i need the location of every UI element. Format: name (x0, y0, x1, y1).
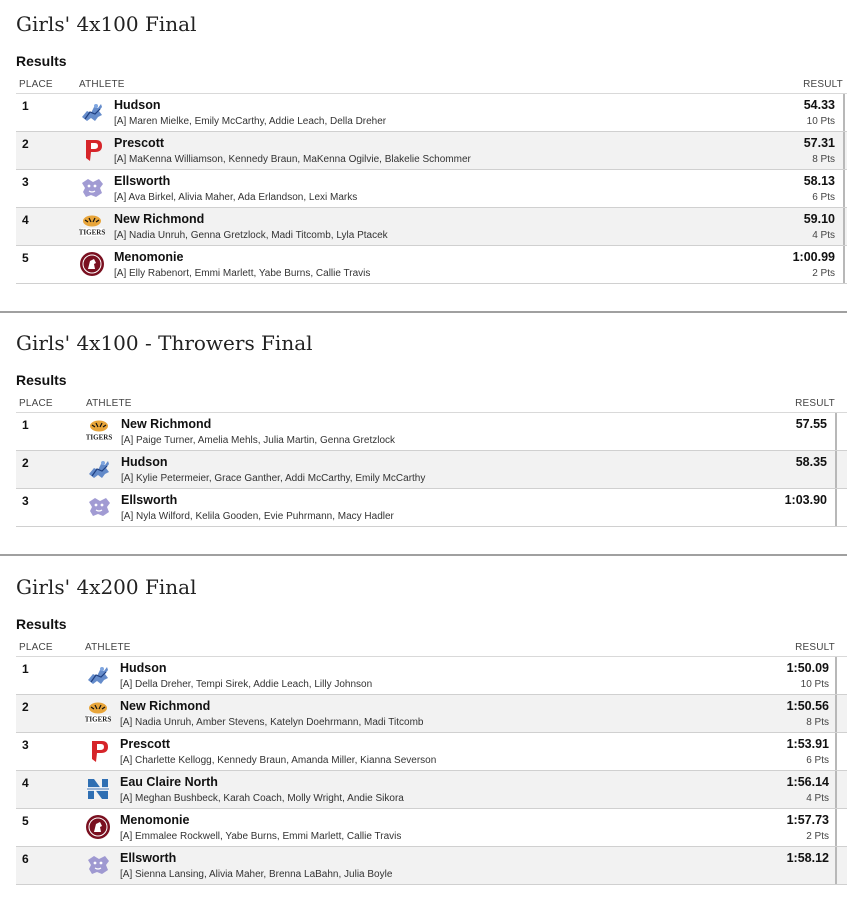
team-name-link[interactable]: Hudson (120, 661, 167, 675)
team-points: 10 Pts (800, 679, 829, 690)
team-points: 10 Pts (806, 116, 835, 127)
row-scroll-edge (835, 489, 837, 526)
result-mark: 58.35 (795, 455, 827, 469)
row-scroll-edge (835, 657, 837, 694)
row-scroll-edge (843, 246, 845, 283)
team-points: 8 Pts (806, 717, 829, 728)
team-name-link[interactable]: Menomonie (114, 250, 184, 264)
new-richmond-tiger-icon (79, 213, 105, 239)
athlete-list: [A] Ava Birkel, Alivia Maher, Ada Erlandson, Lexi Marks (114, 192, 358, 203)
menomonie-mustang-icon (79, 251, 105, 277)
place-number: 6 (22, 852, 29, 866)
results-label: Results (16, 616, 67, 632)
team-points: 4 Pts (812, 230, 835, 241)
athlete-list: [A] Nadia Unruh, Amber Stevens, Katelyn Doehrmann, Madi Titcomb (120, 717, 424, 728)
ellsworth-panther-icon (86, 494, 112, 520)
result-mark: 1:50.56 (786, 699, 829, 713)
athlete-list: [A] Maren Mielke, Emily McCarthy, Addie Leach, Della Dreher (114, 116, 387, 127)
event-title: Girls' 4x100 - Throwers Final (16, 331, 313, 355)
prescott-p-icon (85, 738, 111, 764)
column-header-athlete: ATHLETE (85, 642, 131, 653)
row-scroll-edge (835, 413, 837, 450)
team-name-link[interactable]: Prescott (114, 136, 165, 150)
column-header-place: PLACE (19, 398, 53, 409)
row-scroll-edge (835, 809, 837, 846)
menomonie-mustang-icon (85, 814, 111, 840)
place-number: 2 (22, 456, 29, 470)
place-number: 1 (22, 662, 29, 676)
hudson-raider-icon (86, 456, 112, 482)
result-mark: 1:56.14 (786, 775, 829, 789)
table-row[interactable] (16, 413, 847, 451)
place-number: 1 (22, 418, 29, 432)
column-header-place: PLACE (19, 79, 53, 90)
row-scroll-edge (843, 208, 845, 245)
prescott-p-icon (79, 137, 105, 163)
team-name-link[interactable]: New Richmond (120, 699, 211, 713)
column-header-result: RESULT (803, 79, 843, 90)
row-scroll-edge (835, 847, 837, 884)
table-row[interactable] (16, 94, 847, 132)
result-mark: 1:00.99 (792, 250, 835, 264)
place-number: 2 (22, 137, 29, 151)
results-table (16, 656, 847, 885)
eau-claire-north-n-icon (85, 776, 111, 802)
team-name-link[interactable]: Ellsworth (114, 174, 171, 188)
athlete-list: [A] Della Dreher, Tempi Sirek, Addie Leach, Lilly Johnson (120, 679, 373, 690)
hudson-raider-icon (85, 662, 111, 688)
team-name-link[interactable]: Hudson (121, 455, 168, 469)
svg-text:TIGERS: TIGERS (79, 228, 105, 237)
table-row[interactable] (16, 771, 847, 809)
hudson-raider-icon (79, 99, 105, 125)
table-row[interactable] (16, 246, 847, 284)
athlete-list: [A] MaKenna Williamson, Kennedy Braun, MaKenna Ogilvie, Blakelie Schommer (114, 154, 471, 165)
table-row[interactable] (16, 489, 847, 527)
place-number: 3 (22, 175, 29, 189)
row-scroll-edge (835, 451, 837, 488)
team-points: 4 Pts (806, 793, 829, 804)
team-points: 2 Pts (806, 831, 829, 842)
result-mark: 1:53.91 (786, 737, 829, 751)
new-richmond-tiger-icon (85, 700, 111, 726)
team-points: 8 Pts (812, 154, 835, 165)
table-row[interactable] (16, 695, 847, 733)
result-mark: 59.10 (803, 212, 835, 226)
result-mark: 58.13 (803, 174, 835, 188)
row-scroll-edge (843, 132, 845, 169)
athlete-list: [A] Nyla Wilford, Kelila Gooden, Evie Puhrmann, Macy Hadler (121, 511, 394, 522)
table-row[interactable] (16, 733, 847, 771)
team-points: 2 Pts (812, 268, 835, 279)
event-title: Girls' 4x100 Final (16, 12, 197, 36)
result-mark: 57.31 (803, 136, 835, 150)
result-mark: 1:50.09 (786, 661, 829, 675)
athlete-list: [A] Sienna Lansing, Alivia Maher, Brenna LaBahn, Julia Boyle (120, 869, 393, 880)
row-scroll-edge (843, 170, 845, 207)
team-name-link[interactable]: Ellsworth (120, 851, 177, 865)
result-mark: 1:58.12 (786, 851, 829, 865)
results-table (16, 93, 847, 284)
team-name-link[interactable]: New Richmond (121, 417, 212, 431)
athlete-list: [A] Meghan Bushbeck, Karah Coach, Molly Wright, Andie Sikora (120, 793, 404, 804)
row-scroll-edge (835, 771, 837, 808)
athlete-list: [A] Emmalee Rockwell, Yabe Burns, Emmi Marlett, Callie Travis (120, 831, 402, 842)
svg-text:TIGERS: TIGERS (86, 433, 112, 442)
team-name-link[interactable]: Menomonie (120, 813, 190, 827)
result-mark: 1:57.73 (786, 813, 829, 827)
new-richmond-tiger-icon (86, 418, 112, 444)
result-mark: 1:03.90 (784, 493, 827, 507)
column-header-result: RESULT (795, 642, 835, 653)
ellsworth-panther-icon (79, 175, 105, 201)
column-header-place: PLACE (19, 642, 53, 653)
row-scroll-edge (843, 94, 845, 131)
place-number: 3 (22, 738, 29, 752)
table-row[interactable] (16, 451, 847, 489)
section-divider (0, 311, 847, 313)
team-name-link[interactable]: Prescott (120, 737, 171, 751)
column-header-athlete: ATHLETE (86, 398, 132, 409)
table-row[interactable] (16, 208, 847, 246)
place-number: 5 (22, 814, 29, 828)
svg-text:TIGERS: TIGERS (85, 715, 111, 724)
team-name-link[interactable]: Eau Claire North (120, 775, 218, 789)
place-number: 3 (22, 494, 29, 508)
results-label: Results (16, 53, 67, 69)
place-number: 1 (22, 99, 29, 113)
row-scroll-edge (835, 733, 837, 770)
place-number: 4 (22, 776, 29, 790)
team-name-link[interactable]: Hudson (114, 98, 161, 112)
athlete-list: [A] Nadia Unruh, Genna Gretzlock, Madi Titcomb, Lyla Ptacek (114, 230, 388, 241)
team-points: 6 Pts (806, 755, 829, 766)
place-number: 2 (22, 700, 29, 714)
place-number: 4 (22, 213, 29, 227)
column-header-result: RESULT (795, 398, 835, 409)
team-points: 6 Pts (812, 192, 835, 203)
team-name-link[interactable]: Ellsworth (121, 493, 178, 507)
results-label: Results (16, 372, 67, 388)
results-table (16, 412, 847, 527)
table-row[interactable] (16, 132, 847, 170)
athlete-list: [A] Paige Turner, Amelia Mehls, Julia Martin, Genna Gretzlock (121, 435, 396, 446)
athlete-list: [A] Charlette Kellogg, Kennedy Braun, Amanda Miller, Kianna Severson (120, 755, 437, 766)
table-row[interactable] (16, 847, 847, 885)
place-number: 5 (22, 251, 29, 265)
table-row[interactable] (16, 657, 847, 695)
ellsworth-panther-icon (85, 852, 111, 878)
result-mark: 54.33 (803, 98, 835, 112)
athlete-list: [A] Kylie Petermeier, Grace Ganther, Addi McCarthy, Emily McCarthy (121, 473, 426, 484)
result-mark: 57.55 (795, 417, 827, 431)
table-row[interactable] (16, 170, 847, 208)
column-header-athlete: ATHLETE (79, 79, 125, 90)
athlete-list: [A] Elly Rabenort, Emmi Marlett, Yabe Burns, Callie Travis (114, 268, 371, 279)
event-title: Girls' 4x200 Final (16, 575, 197, 599)
section-divider (0, 554, 847, 556)
team-name-link[interactable]: New Richmond (114, 212, 205, 226)
row-scroll-edge (835, 695, 837, 732)
table-row[interactable] (16, 809, 847, 847)
